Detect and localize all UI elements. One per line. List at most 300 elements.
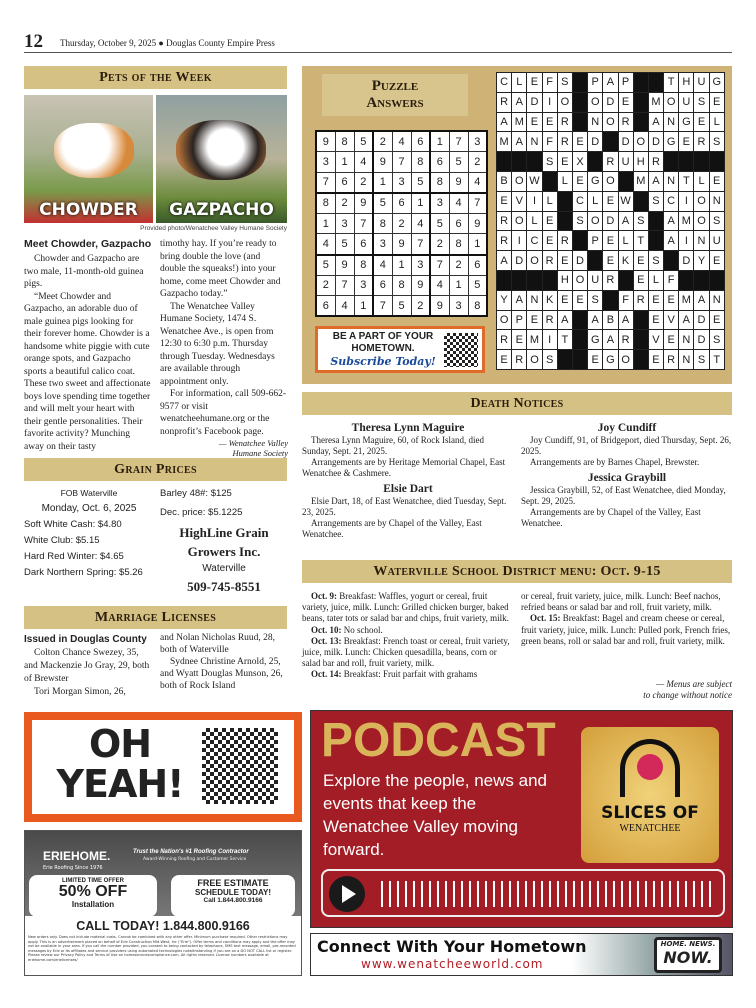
sudoku-cell: 9: [354, 193, 373, 214]
crossword-cell: G: [664, 132, 679, 152]
crossword-cell: S: [542, 152, 557, 172]
sudoku-cell: 9: [449, 172, 468, 193]
crossword-cell: E: [603, 191, 618, 211]
sudoku-cell: 5: [335, 234, 354, 255]
pets-paragraph: The Wenatchee Valley Humane Society, 1474 S. Wenatchee Ave., is open from 12:30 to 6:30 p.m. Thursday through Tuesday. Wednesdays are available through appointment only.: [160, 301, 275, 387]
grain-heading: Grain Prices: [24, 458, 287, 481]
crossword-cell: O: [633, 132, 648, 152]
sudoku-grid: [315, 130, 488, 317]
crossword-cell: O: [603, 171, 618, 191]
crossword-row: [497, 270, 725, 290]
fob-label: FOB Waterville: [60, 488, 118, 498]
crossword-cell: E: [557, 290, 572, 310]
crossword-black-cell: [694, 270, 709, 290]
crossword-cell: B: [603, 310, 618, 330]
menu-day-text: Breakfast: Fruit parfait with grahams: [341, 669, 478, 680]
crossword-cell: U: [694, 73, 709, 93]
crossword-cell: X: [572, 152, 587, 172]
puzzle-answers-title: [322, 74, 468, 116]
crossword-row: [497, 191, 725, 211]
pets-paragraph: For information, call 509-662-9577 or visit wenatcheehumane.org or the nonprofit’s Facebook page.: [160, 389, 287, 437]
crossword-black-cell: [709, 270, 724, 290]
crossword-row: [497, 231, 725, 251]
sudoku-cell: 1: [354, 296, 373, 317]
sudoku-cell: 5: [316, 255, 335, 276]
crossword-cell: U: [618, 152, 633, 172]
crossword-cell: E: [648, 310, 663, 330]
crossword-cell: S: [694, 92, 709, 112]
crossword-cell: D: [512, 251, 527, 271]
crossword-cell: E: [572, 171, 587, 191]
crossword-black-cell: [572, 330, 587, 350]
pets-col-1: [24, 238, 152, 453]
crossword-cell: P: [618, 73, 633, 93]
waveform: [381, 881, 717, 907]
sudoku-cell: 7: [468, 193, 487, 214]
crossword-cell: P: [588, 73, 603, 93]
sudoku-cell: 2: [468, 152, 487, 173]
crossword-cell: K: [542, 290, 557, 310]
crossword-cell: S: [648, 191, 663, 211]
sudoku-row: [316, 213, 487, 234]
crossword-black-cell: [679, 270, 694, 290]
estimate-schedule: SCHEDULE TODAY!: [194, 888, 271, 897]
crossword-cell: H: [557, 270, 572, 290]
crossword-cell: E: [633, 251, 648, 271]
crossword-cell: A: [512, 290, 527, 310]
crossword-cell: F: [542, 73, 557, 93]
crossword-cell: P: [588, 231, 603, 251]
price-item: Dark Northern Spring: $5.26: [24, 567, 143, 578]
sudoku-cell: 8: [392, 275, 411, 296]
crossword-cell: T: [633, 231, 648, 251]
crossword-row: [497, 350, 725, 370]
ad-line: OH: [88, 722, 152, 766]
crossword-cell: E: [618, 92, 633, 112]
pets-signature: [160, 438, 288, 458]
crossword-cell: G: [679, 112, 694, 132]
crossword-cell: E: [527, 112, 542, 132]
crossword-cell: M: [512, 112, 527, 132]
sudoku-cell: 5: [449, 152, 468, 173]
obituary-name: Joy Cundiff: [597, 422, 657, 434]
crossword-cell: O: [588, 211, 603, 231]
crossword-cell: L: [512, 73, 527, 93]
sudoku-cell: 8: [335, 131, 354, 152]
signature-line: Humane Society: [232, 448, 288, 458]
crossword-cell: W: [527, 171, 542, 191]
sudoku-cell: 6: [354, 234, 373, 255]
crossword-cell: R: [557, 231, 572, 251]
crossword-cell: E: [648, 350, 663, 370]
sudoku-cell: 2: [316, 275, 335, 296]
crossword-cell: R: [557, 112, 572, 132]
subscribe-text: [322, 331, 444, 368]
photo-chowder: CHOWDER: [24, 95, 153, 223]
slices-logo: [581, 727, 719, 863]
crossword-black-cell: [633, 310, 648, 330]
crossword-row: [497, 290, 725, 310]
sudoku-cell: 4: [316, 234, 335, 255]
crossword-cell: E: [572, 290, 587, 310]
crossword-cell: R: [633, 290, 648, 310]
marriage-entry: Tori Morgan Simon, 26,: [34, 687, 126, 697]
crossword-cell: E: [542, 211, 557, 231]
subscribe-line: Subscribe Today!: [330, 355, 436, 368]
sudoku-cell: 9: [392, 234, 411, 255]
sudoku-cell: 7: [411, 234, 430, 255]
crossword-black-cell: [497, 152, 512, 172]
play-button[interactable]: [329, 876, 365, 912]
crossword-black-cell: [618, 270, 633, 290]
crossword-cell: S: [709, 132, 724, 152]
crossword-cell: A: [512, 92, 527, 112]
crossword-black-cell: [572, 310, 587, 330]
sudoku-cell: 3: [392, 172, 411, 193]
photo-gazpacho: GAZPACHO: [156, 95, 287, 223]
menu-day-label: Oct. 9:: [311, 591, 337, 601]
company-town: Waterville: [202, 563, 246, 574]
crossword-cell: T: [709, 350, 724, 370]
crossword-cell: E: [709, 310, 724, 330]
crossword-black-cell: [527, 270, 542, 290]
subscribe-ad[interactable]: [315, 326, 485, 373]
erie-home-ad[interactable]: [24, 830, 302, 976]
crossword-cell: D: [618, 132, 633, 152]
obituary-text: Elsie Dart, 18, of East Wenatchee, died Tuesday, Sept. 23, 2025.: [302, 496, 507, 517]
erie-trust: Trust the Nation's #1 Roofing Contractor: [133, 849, 249, 855]
crossword-cell: G: [603, 350, 618, 370]
sudoku-cell: 2: [392, 213, 411, 234]
crossword-cell: R: [603, 270, 618, 290]
company-phone: 509-745-8551: [187, 579, 261, 594]
marriage-entry: and Nolan Nicholas Ruud, 28, both of Waterville: [160, 633, 276, 655]
crossword-cell: P: [512, 310, 527, 330]
crossword-row: [497, 251, 725, 271]
offer-box: [29, 875, 157, 917]
crossword-cell: M: [648, 92, 663, 112]
crossword-cell: G: [709, 73, 724, 93]
crossword-cell: I: [512, 231, 527, 251]
crossword-black-cell: [603, 132, 618, 152]
obituary-text: Arrangements are by Barnes Chapel, Brewster.: [530, 457, 700, 467]
menu-day-text: Breakfast: French toast or cereal, fruit variety, juice, milk. Lunch: Chicken quesadilla, beans, corn or salad bar and roll, fruit variety, milk.: [302, 635, 510, 669]
offer-install: Installation: [71, 900, 115, 909]
menu-right: [521, 591, 733, 647]
crossword-cell: A: [557, 310, 572, 330]
crossword-cell: V: [664, 310, 679, 330]
crossword-cell: E: [542, 112, 557, 132]
sudoku-cell: 3: [411, 255, 430, 276]
crossword-cell: N: [709, 191, 724, 211]
crossword-cell: E: [497, 191, 512, 211]
connect-banner-ad[interactable]: [310, 933, 733, 976]
sudoku-row: [316, 255, 487, 276]
crossword-cell: B: [497, 171, 512, 191]
crossword-cell: A: [603, 330, 618, 350]
crossword-cell: A: [648, 171, 663, 191]
crossword-cell: D: [694, 330, 709, 350]
erie-since: Erie Roofing Since 1976: [43, 865, 103, 871]
menu-day: [302, 669, 512, 680]
crossword-cell: O: [557, 92, 572, 112]
crossword-cell: N: [664, 112, 679, 132]
crossword-cell: M: [633, 171, 648, 191]
pets-paragraph: “Meet Chowder and Gazpacho, an adorable duo of male guinea pigs looking for their forever home. Chowder is a handsome white piggie with cute orange spots, and Gazpacho sports a beautiful calico coat. These two sweet and affectionate boys love spending time together and will melt your heart with their gentle personalities. Their favorite activity? Munching away on their tasty: [24, 291, 151, 452]
sudoku-cell: 5: [354, 131, 373, 152]
offer-label: LIMITED TIME OFFER: [62, 878, 124, 884]
connect-title: Connect With Your Hometown: [317, 937, 587, 956]
crossword-black-cell: [648, 211, 663, 231]
menu-day: [302, 625, 512, 636]
crossword-cell: S: [572, 211, 587, 231]
sudoku-cell: 3: [373, 234, 392, 255]
sudoku-cell: 6: [316, 296, 335, 317]
sudoku-cell: 1: [430, 131, 449, 152]
crossword-cell: K: [618, 251, 633, 271]
menu-day-label: Oct. 14:: [311, 669, 342, 680]
sudoku-cell: 7: [316, 172, 335, 193]
sudoku-cell: 5: [392, 296, 411, 317]
menu-day: [302, 636, 512, 670]
crossword-cell: V: [648, 330, 663, 350]
photo-caption: Provided photo/Wenatchee Valley Humane Society: [140, 225, 287, 232]
crossword-cell: A: [497, 251, 512, 271]
crossword-cell: O: [694, 191, 709, 211]
crossword-cell: U: [679, 92, 694, 112]
crossword-cell: E: [527, 73, 542, 93]
sudoku-row: [316, 172, 487, 193]
crossword-black-cell: [542, 270, 557, 290]
sudoku-cell: 7: [430, 255, 449, 276]
sudoku-cell: 3: [468, 131, 487, 152]
crossword-cell: L: [557, 171, 572, 191]
sudoku-cell: 8: [430, 172, 449, 193]
obituary-text: Arrangements are by Chapel of the Valley, East Wenatchee.: [521, 507, 701, 528]
crossword-cell: I: [542, 330, 557, 350]
crossword-black-cell: [709, 152, 724, 172]
sudoku-cell: 8: [449, 234, 468, 255]
ad-line: YEAH!: [56, 762, 184, 806]
crossword-cell: A: [512, 132, 527, 152]
crossword-cell: N: [694, 231, 709, 251]
crossword-cell: F: [542, 132, 557, 152]
crossword-black-cell: [664, 251, 679, 271]
sudoku-cell: 8: [468, 296, 487, 317]
crossword-cell: H: [633, 152, 648, 172]
crossword-black-cell: [679, 152, 694, 172]
crossword-row: [497, 92, 725, 112]
crossword-cell: M: [527, 330, 542, 350]
menu-day-text: No school.: [341, 624, 383, 635]
marriage-col-2: [160, 632, 290, 692]
crossword-cell: D: [648, 132, 663, 152]
sudoku-cell: 2: [430, 234, 449, 255]
death-notices-heading: Death Notices: [302, 392, 732, 415]
crossword-cell: C: [527, 231, 542, 251]
badge-line: NOW.: [663, 948, 713, 967]
crossword-black-cell: [633, 191, 648, 211]
crossword-cell: M: [679, 290, 694, 310]
crossword-cell: E: [572, 132, 587, 152]
price-item: Barley 48#: $125: [160, 488, 232, 499]
crossword-black-cell: [633, 92, 648, 112]
qr-code-icon: [202, 728, 278, 804]
crossword-black-cell: [603, 290, 618, 310]
crossword-cell: O: [664, 92, 679, 112]
podcast-ad[interactable]: [310, 710, 733, 928]
pets-heading: Pets of the Week: [24, 66, 287, 89]
menu-note: [560, 679, 732, 701]
crossword-cell: U: [588, 270, 603, 290]
crossword-cell: E: [709, 171, 724, 191]
sudoku-cell: 3: [316, 152, 335, 173]
crossword-cell: A: [664, 231, 679, 251]
crossword-cell: R: [618, 330, 633, 350]
sudoku-cell: 9: [373, 152, 392, 173]
crossword-cell: N: [679, 330, 694, 350]
sudoku-cell: 1: [316, 213, 335, 234]
crossword-cell: E: [542, 231, 557, 251]
slices-brand: SLICES OF: [601, 803, 699, 823]
note-line: to change without notice: [643, 690, 732, 700]
marriage-subhead: Issued in Douglas County: [24, 634, 147, 645]
crossword-cell: D: [527, 92, 542, 112]
sudoku-cell: 9: [468, 213, 487, 234]
sudoku-cell: 3: [449, 296, 468, 317]
oh-yeah-text: [50, 724, 190, 804]
sudoku-cell: 8: [373, 213, 392, 234]
sudoku-cell: 4: [430, 275, 449, 296]
crossword-black-cell: [572, 231, 587, 251]
sudoku-cell: 9: [430, 296, 449, 317]
headphones-icon: [620, 739, 680, 797]
obituaries-left: [302, 420, 514, 540]
crossword-cell: O: [527, 350, 542, 370]
menu-heading: Waterville School District menu: Oct. 9-15: [302, 560, 732, 583]
sudoku-cell: 6: [430, 152, 449, 173]
crossword-cell: I: [679, 231, 694, 251]
sudoku-cell: 2: [354, 172, 373, 193]
crossword-cell: R: [557, 132, 572, 152]
sudoku-cell: 4: [373, 255, 392, 276]
crossword-cell: O: [694, 211, 709, 231]
crossword-cell: R: [648, 152, 663, 172]
sudoku-cell: 7: [392, 152, 411, 173]
oh-yeah-ad[interactable]: [24, 712, 302, 822]
crossword-cell: G: [588, 330, 603, 350]
estimate-box: [171, 875, 295, 917]
obituary-text: Arrangements are by Chapel of the Valley, East Wenatchee.: [302, 518, 482, 539]
crossword-cell: R: [512, 350, 527, 370]
obituary-name: Jessica Graybill: [587, 472, 667, 484]
crossword-cell: Y: [694, 251, 709, 271]
sudoku-cell: 7: [449, 131, 468, 152]
sudoku-cell: 4: [335, 296, 354, 317]
header-rule: [24, 52, 732, 53]
crossword-cell: S: [648, 251, 663, 271]
title-line: Answers: [366, 95, 424, 111]
audio-player[interactable]: [321, 869, 725, 917]
crossword-cell: L: [588, 191, 603, 211]
crossword-cell: R: [497, 92, 512, 112]
crossword-cell: E: [603, 231, 618, 251]
crossword-cell: E: [557, 152, 572, 172]
crossword-black-cell: [633, 350, 648, 370]
crossword-cell: D: [679, 251, 694, 271]
crossword-black-cell: [572, 112, 587, 132]
erie-fine-print: New orders only. Does not include material costs. Cannot be combined with any other offer. Minimum purchase required. Other restrictions may apply. This is an advertisement placed on behalf of Erie Construction Mid-West, Inc ("Erie"). Offer terms and conditions may apply and the offer may not be available in your area. If you call the number provided, you consent to being contacted by telephone, SMS text message, email, pre-recorded messages by Erie or its affiliates and service providers using automated technologies notwithstanding if you are on a DO NOT CALL list or register. Please review our Privacy Policy and Terms of Use on homeservicescompliance.com. All rights reserved. License numbers available at eriehome.com/erielicenses/: [28, 935, 296, 962]
sudoku-cell: 1: [373, 172, 392, 193]
crossword-cell: F: [618, 290, 633, 310]
crossword-cell: S: [709, 211, 724, 231]
obituary-text: Jessica Graybill, 52, of East Wenatchee, died Monday, Sept. 29, 2025.: [521, 485, 726, 506]
menu-left: [302, 591, 512, 681]
crossword-cell: N: [709, 290, 724, 310]
crossword-black-cell: [572, 350, 587, 370]
menu-day-text: or cereal, fruit variety, juice, milk. Lunch: Beef nachos, refried beans or salad bar and roll, fruit variety, milk.: [521, 591, 721, 613]
crossword-cell: S: [557, 73, 572, 93]
crossword-black-cell: [557, 191, 572, 211]
sudoku-cell: 7: [354, 213, 373, 234]
sudoku-cell: 2: [335, 193, 354, 214]
crossword-cell: T: [664, 73, 679, 93]
crossword-black-cell: [694, 152, 709, 172]
crossword-cell: E: [648, 290, 663, 310]
sudoku-cell: 8: [411, 152, 430, 173]
crossword-black-cell: [512, 270, 527, 290]
crossword-grid: [496, 72, 725, 370]
crossword-cell: M: [679, 211, 694, 231]
crossword-cell: O: [588, 92, 603, 112]
sudoku-row: [316, 131, 487, 152]
podcast-title: PODCAST: [321, 714, 556, 767]
crossword-cell: R: [542, 310, 557, 330]
play-icon: [342, 885, 356, 903]
connect-url[interactable]: www.wenatcheeworld.com: [361, 957, 544, 971]
crossword-cell: A: [497, 112, 512, 132]
estimate-call: Call 1.844.800.9166: [203, 897, 263, 904]
crossword-cell: N: [588, 112, 603, 132]
crossword-cell: C: [497, 73, 512, 93]
crossword-cell: Y: [497, 290, 512, 310]
sudoku-cell: 1: [411, 193, 430, 214]
sudoku-cell: 5: [411, 172, 430, 193]
signature-line: — Wenatchee Valley: [218, 438, 288, 448]
crossword-row: [497, 152, 725, 172]
crossword-cell: L: [542, 191, 557, 211]
sudoku-row: [316, 234, 487, 255]
offer-pct: 50% OFF: [58, 883, 128, 900]
obituary-text: Joy Cundiff, 91, of Bridgeport, died Thursday, Sept. 26, 2025.: [521, 435, 732, 456]
crossword-cell: L: [648, 270, 663, 290]
sudoku-row: [316, 152, 487, 173]
crossword-cell: O: [572, 270, 587, 290]
crossword-black-cell: [633, 73, 648, 93]
crossword-cell: N: [527, 290, 542, 310]
crossword-cell: E: [709, 251, 724, 271]
crossword-cell: R: [497, 211, 512, 231]
erie-logo: ERIEHOME.: [43, 849, 111, 863]
sudoku-cell: 8: [316, 193, 335, 214]
price-item: Dec. price: $5.1225: [160, 507, 243, 518]
crossword-cell: A: [679, 310, 694, 330]
crossword-cell: A: [618, 310, 633, 330]
menu-day: [521, 613, 733, 647]
crossword-cell: W: [618, 191, 633, 211]
crossword-cell: L: [694, 171, 709, 191]
pets-col-2: [160, 238, 288, 458]
